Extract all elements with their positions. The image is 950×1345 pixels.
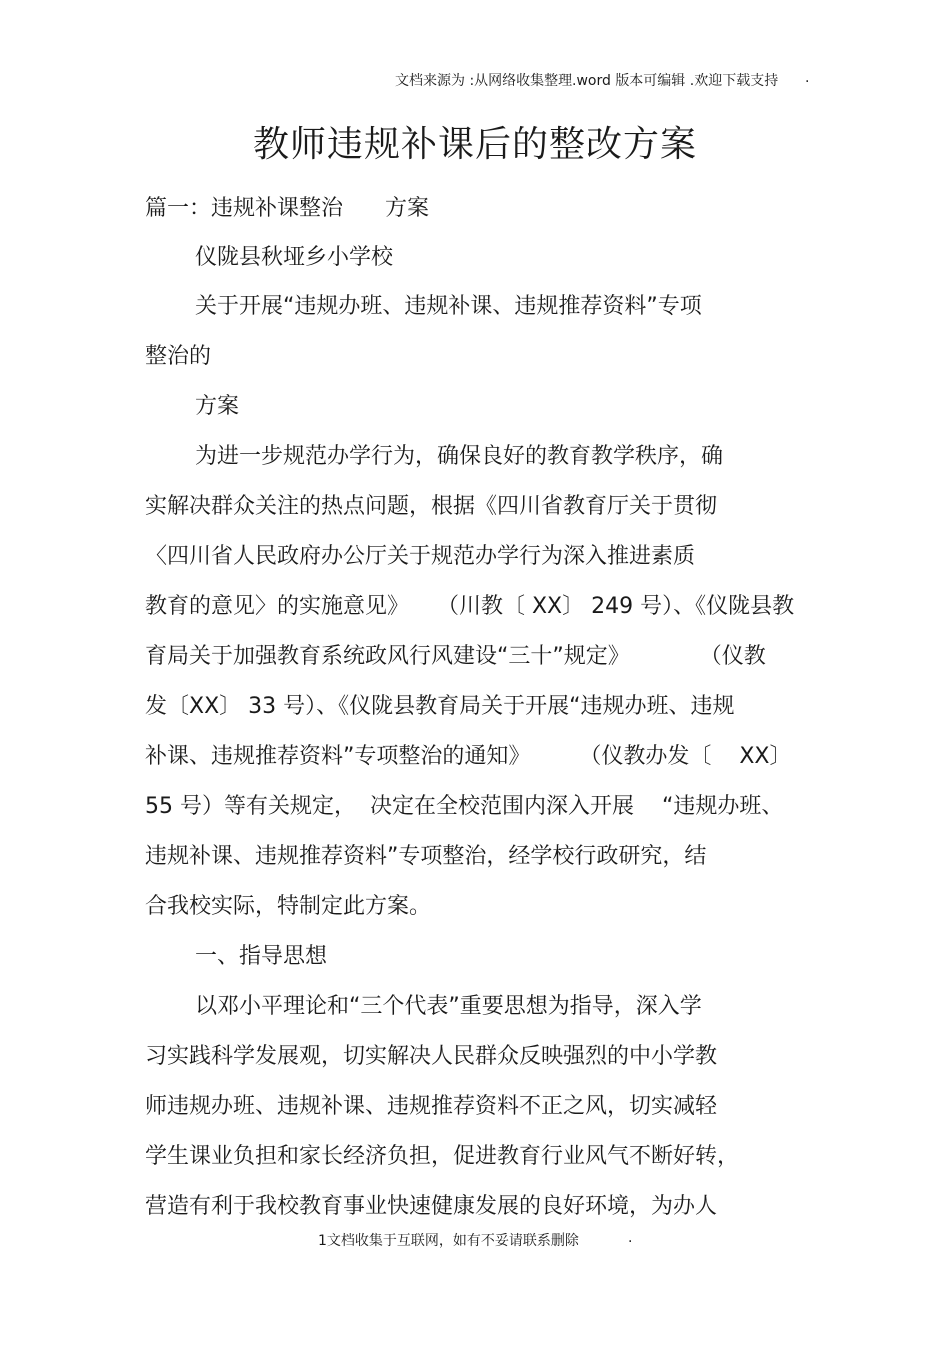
header-edit-text: .word 版本可编辑 .欢迎下载支持 [572,73,779,89]
plan-title-line-3: 方案 [195,394,240,419]
plan-title-line-2: 整治的 [145,344,212,369]
section-heading: 篇一：违规补课整治 方案 [145,196,429,221]
paragraph-line: 合我校实际，特制定此方案。 [145,894,432,919]
paragraph-line: 〈四川省人民政府办公厅关于规范办学行为深入推进素质 [145,544,696,569]
paragraph-line: 教育的意见〉的实施意见》 （川教〔 XX〕 249 号）、《仪陇县教 [145,594,795,619]
header-dot: . [805,70,810,86]
footer-note: 1文档收集于互联网，如有不妥请联系删除 [318,1233,579,1249]
school-name: 仪陇县秋垭乡小学校 [195,245,394,270]
paragraph-line: 师违规办班、违规补课、违规推荐资料不正之风，切实减轻 [145,1094,718,1119]
paragraph-line: 营造有利于我校教育事业快速健康发展的良好环境，为办人 [145,1194,718,1219]
paragraph-line: 以邓小平理论和“三个代表”重要思想为指导，深入学 [195,994,702,1019]
document-title: 教师违规补课后的整改方案 [252,124,697,165]
footer-dot: . [628,1230,633,1246]
paragraph-line: 实解决群众关注的热点问题，根据《四川省教育厅关于贯彻 [145,494,718,519]
paragraph-line: 违规补课、违规推荐资料”专项整治，经学校行政研究，结 [145,844,707,869]
paragraph-line: 补课、违规推荐资料”专项整治的通知》 （仪教办发〔 XX〕 [145,744,792,769]
paragraph-line: 发〔XX〕 33 号）、《仪陇县教育局关于开展“违规办班、违规 [145,694,735,719]
plan-title-line-1: 关于开展“违规办班、违规补课、违规推荐资料”专项 [195,294,702,319]
header-source-text: 文档来源为 :从网络收集整理 [395,73,573,89]
header-note [0,70,950,92]
paragraph-line: 习实践科学发展观，切实解决人民群众反映强烈的中小学教 [145,1044,718,1069]
section-heading-guiding-thought: 一、指导思想 [195,944,328,969]
paragraph-line: 育局关于加强教育系统政风行风建设“三十”规定》 （仪教 [145,644,766,669]
paragraph-line: 55 号）等有关规定， 决定在全校范围内深入开展 “违规办班、 [145,794,784,819]
paragraph-line: 为进一步规范办学行为，确保良好的教育教学秩序，确 [195,444,724,469]
paragraph-line: 学生课业负担和家长经济负担，促进教育行业风气不断好转， [145,1144,740,1169]
